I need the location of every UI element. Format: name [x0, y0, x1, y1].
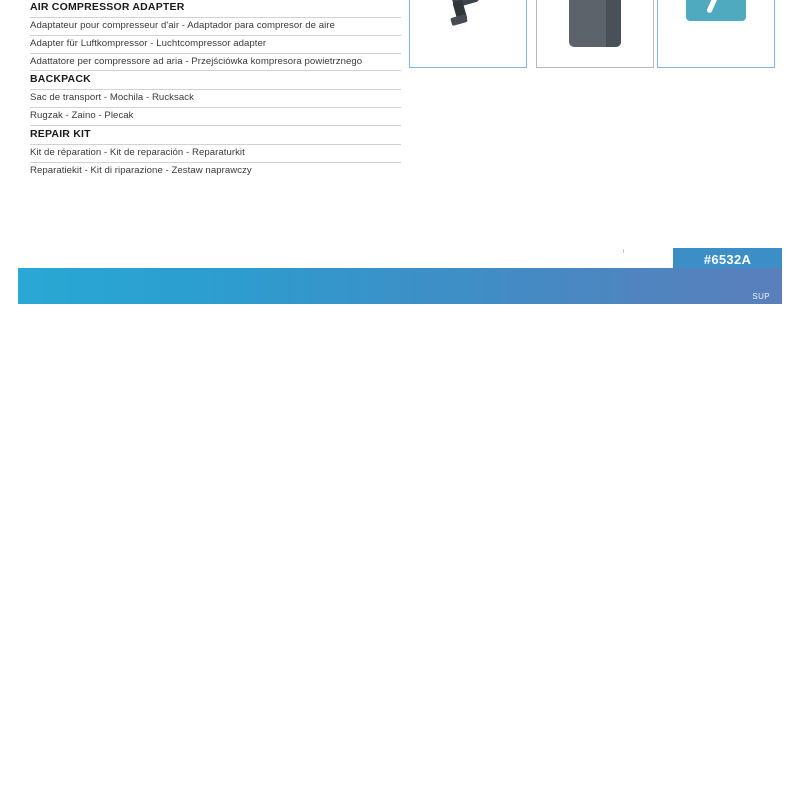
product-image-box-air-compressor-adapter	[409, 0, 527, 68]
band-superscript: SUP	[752, 292, 770, 301]
divider	[30, 144, 401, 145]
feature-line: Adapter für Luftkompressor - Luchtcompressor adapter	[30, 37, 267, 49]
divider	[30, 89, 401, 90]
feature-line: Kit de réparation - Kit de reparación - Reparaturkit	[30, 146, 245, 158]
band-tick-mark	[623, 249, 624, 253]
divider	[30, 107, 401, 108]
feature-block-backpack	[30, 72, 401, 126]
air-compressor-adapter-icon	[437, 0, 499, 29]
divider	[30, 125, 401, 126]
feature-line: Reparatiekit - Kit di riparazione - Zestaw naprawczy	[30, 164, 252, 176]
divider	[30, 162, 401, 163]
repair-kit-icon	[686, 0, 746, 21]
product-code: #6532A	[703, 251, 752, 267]
divider	[30, 17, 401, 18]
backpack-icon	[569, 0, 621, 47]
product-image-box-backpack	[536, 0, 654, 68]
feature-line: Adaptateur pour compresseur d'air - Adaptador para compresor de aire	[30, 20, 335, 31]
divider	[30, 53, 401, 54]
divider	[30, 70, 401, 71]
divider	[30, 35, 401, 36]
feature-title: AIR COMPRESSOR ADAPTER	[30, 1, 185, 13]
feature-line: Rugzak - Zaino - Plecak	[30, 110, 134, 122]
wrench-icon	[704, 0, 728, 15]
feature-line: Sac de transport - Mochila - Rucksack	[30, 92, 194, 104]
feature-block-repair-kit	[30, 127, 401, 179]
feature-list	[30, 0, 401, 179]
footer-band	[18, 268, 782, 304]
product-image-box-repair-kit	[657, 0, 775, 68]
feature-title: REPAIR KIT	[30, 127, 91, 140]
feature-line: Adattatore per compressore ad aria - Przejściówka kompresora powietrznego	[30, 55, 363, 67]
product-code-tab	[673, 248, 782, 270]
feature-block-air-compressor-adapter	[30, 0, 401, 71]
feature-title: BACKPACK	[30, 73, 91, 86]
